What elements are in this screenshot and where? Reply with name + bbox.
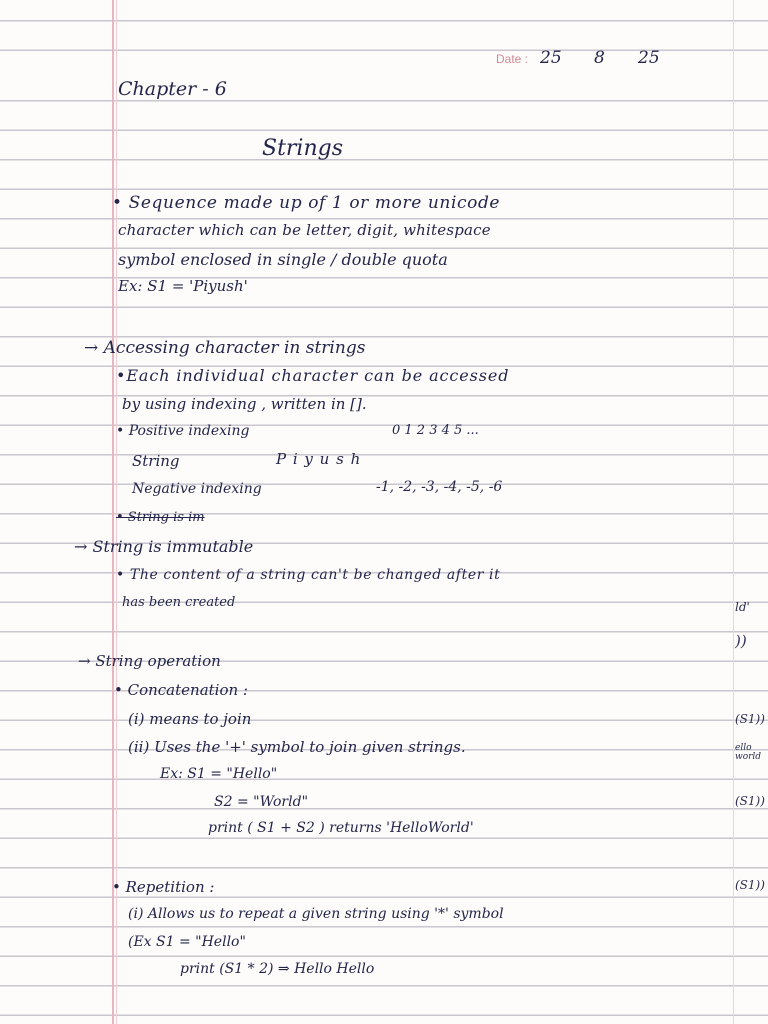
example-line: S2 = "World" — [214, 794, 309, 810]
text-line: by using indexing , written in []. — [122, 395, 367, 413]
text-line: • Sequence made up of 1 or more unicode — [112, 193, 501, 213]
text-line: Ex: S1 = 'Piyush' — [118, 277, 248, 295]
text-line: Negative indexing — [132, 481, 262, 497]
text-line: • Concatenation : — [114, 681, 248, 699]
text-line: •Each individual character can be accessed — [116, 366, 510, 385]
margin-bleed-text: (S1)) — [735, 878, 765, 892]
margin-bleed-text: (S1)) — [735, 712, 765, 726]
text-line: character which can be letter, digit, whitespace — [118, 221, 491, 239]
margin-bleed-text: (S1)) — [735, 794, 765, 808]
text-line: symbol enclosed in single / double quota — [118, 250, 448, 269]
text-line: • The content of a string can't be changed after it — [116, 567, 501, 583]
page-fold-line — [733, 0, 734, 1024]
margin-bleed-text: ello world — [735, 743, 762, 762]
text-line: (ii) Uses the '+' symbol to join given strings. — [128, 738, 466, 756]
example-line: print (S1 * 2) ⇒ Hello Hello — [180, 961, 375, 977]
example-line: print ( S1 + S2 ) returns 'HelloWorld' — [208, 820, 474, 836]
text-line: String — [132, 452, 180, 470]
text-line: (i) means to join — [128, 710, 252, 728]
chapter-heading: Chapter - 6 — [118, 78, 227, 100]
date-month: 8 — [594, 48, 605, 68]
positive-index-values: 0 1 2 3 4 5 ... — [392, 423, 479, 438]
section-heading: → String is immutable — [74, 537, 254, 556]
date-day: 25 — [540, 48, 562, 68]
margin-bleed-text: ld' — [735, 600, 750, 614]
example-line: (Ex S1 = "Hello" — [128, 934, 246, 950]
string-characters: P i y u s h — [276, 450, 362, 468]
text-line: • Repetition : — [112, 878, 215, 896]
date-year: 25 — [638, 48, 660, 68]
margin-line — [112, 0, 114, 1024]
page-title: Strings — [262, 136, 344, 161]
struck-text: • String is im — [116, 510, 205, 525]
text-line: (i) Allows us to repeat a given string using '*' symbol — [128, 906, 504, 922]
negative-index-values: -1, -2, -3, -4, -5, -6 — [376, 479, 503, 495]
section-heading: → String operation — [78, 652, 221, 670]
date-label: Date : — [496, 52, 529, 66]
example-line: Ex: S1 = "Hello" — [160, 766, 278, 782]
text-line: has been created — [122, 595, 236, 610]
margin-bleed-text: )) — [735, 632, 747, 650]
text-line: • Positive indexing — [116, 423, 250, 439]
section-heading: → Accessing character in strings — [84, 338, 366, 358]
